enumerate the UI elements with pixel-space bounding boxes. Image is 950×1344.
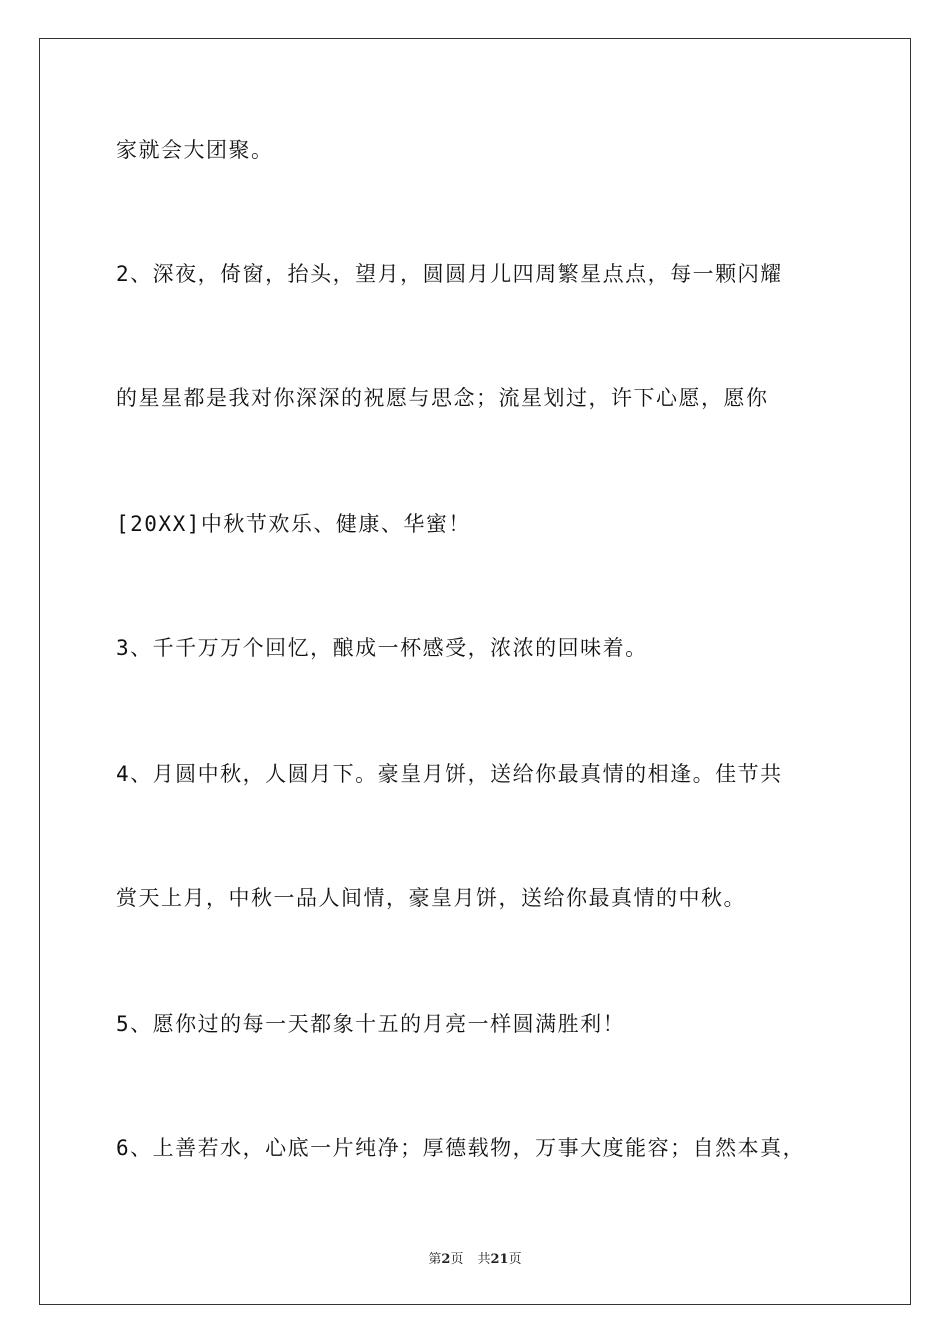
body-text-line: 家就会大团聚。 [116,138,274,162]
page-prefix: 第 [428,1252,442,1267]
body-text-line: 赏天上月，中秋一品人间情，豪皇月饼，送给你最真情的中秋。 [116,886,746,910]
page-number: 2 [441,1252,451,1267]
body-text-line: 2、深夜，倚窗，抬头，望月，圆圆月儿四周繁星点点，每一颗闪耀 [116,262,783,286]
body-text-line: 3、千千万万个回忆，酿成一杯感受，浓浓的回味着。 [116,636,648,660]
page-suffix: 页 [450,1252,464,1267]
body-text-line: 4、月圆中秋，人圆月下。豪皇月饼，送给你最真情的相逢。佳节共 [116,762,783,786]
total-prefix: 共 [477,1252,491,1267]
body-text-line: 6、上善若水，心底一片纯净；厚德载物，万事大度能容；自然本真， [116,1136,806,1160]
body-text-line: 5、愿你过的每一天都象十五的月亮一样圆满胜利！ [116,1012,626,1036]
page-footer [0,1248,950,1267]
total-pages: 21 [490,1252,509,1267]
body-text-line: 的星星都是我对你深深的祝愿与思念；流星划过，许下心愿，愿你 [116,386,769,410]
page-border [39,38,911,1305]
body-text-line: [20XX]中秋节欢乐、健康、华蜜！ [116,512,471,536]
total-suffix: 页 [508,1252,522,1267]
